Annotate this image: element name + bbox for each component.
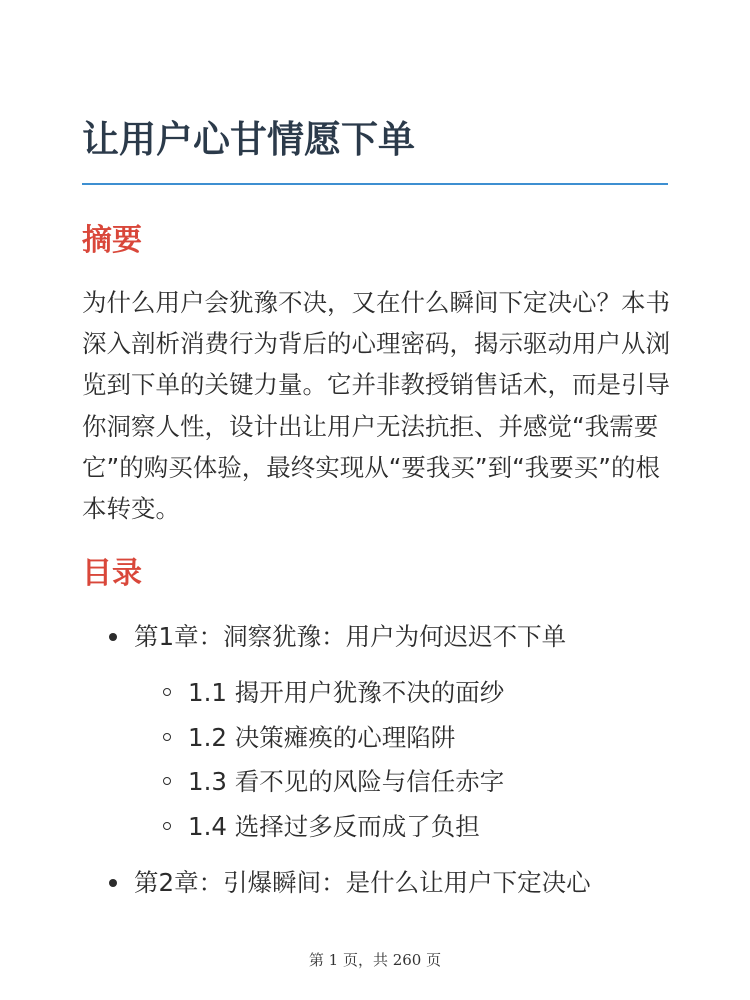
toc-chapter-2 — [134, 863, 591, 903]
bullet-icon — [109, 633, 117, 641]
hollow-bullet-icon — [163, 733, 171, 741]
hollow-bullet-icon — [163, 688, 171, 696]
toc-chapter-1-label: 第1章：洞察犹豫：用户为何迟迟不下单 — [134, 622, 567, 651]
summary-heading: 摘要 — [82, 223, 142, 258]
toc-chapter-1 — [134, 617, 566, 657]
toc-chapter-2-label: 第2章：引爆瞬间：是什么让用户下定决心 — [134, 868, 591, 897]
title-divider — [82, 183, 668, 185]
bullet-icon — [109, 879, 117, 887]
toc-section-label: 1.2 决策瘫痪的心理陷阱 — [188, 723, 456, 752]
toc-section-1-3 — [188, 762, 504, 802]
toc-section-1-4 — [188, 807, 480, 847]
page-number-footer: 第 1 页，共 260 页 — [308, 951, 442, 969]
document-page — [82, 0, 668, 1000]
toc-section-1-1 — [188, 673, 504, 713]
toc-heading: 目录 — [82, 556, 142, 591]
toc-section-label: 1.1 揭开用户犹豫不决的面纱 — [188, 678, 505, 707]
toc-section-label: 1.3 看不见的风险与信任赤字 — [188, 767, 505, 796]
hollow-bullet-icon — [163, 822, 171, 830]
hollow-bullet-icon — [163, 777, 171, 785]
toc-section-label: 1.4 选择过多反而成了负担 — [188, 812, 480, 841]
page-title: 让用户心甘情愿下单 — [82, 118, 415, 161]
summary-paragraph: 为什么用户会犹豫不决，又在什么瞬间下定决心？本书深入剖析消费行为背后的心理密码，揭示驱动用户从浏览到下单的关键力量。它并非教授销售话术，而是引导你洞察人性，设计出让用户无法抗拒、并感觉“我需要它”的购买体验，最终实现从“要我买”到“我要买”的根本转变。 — [82, 288, 670, 524]
toc-section-1-2 — [188, 718, 455, 758]
